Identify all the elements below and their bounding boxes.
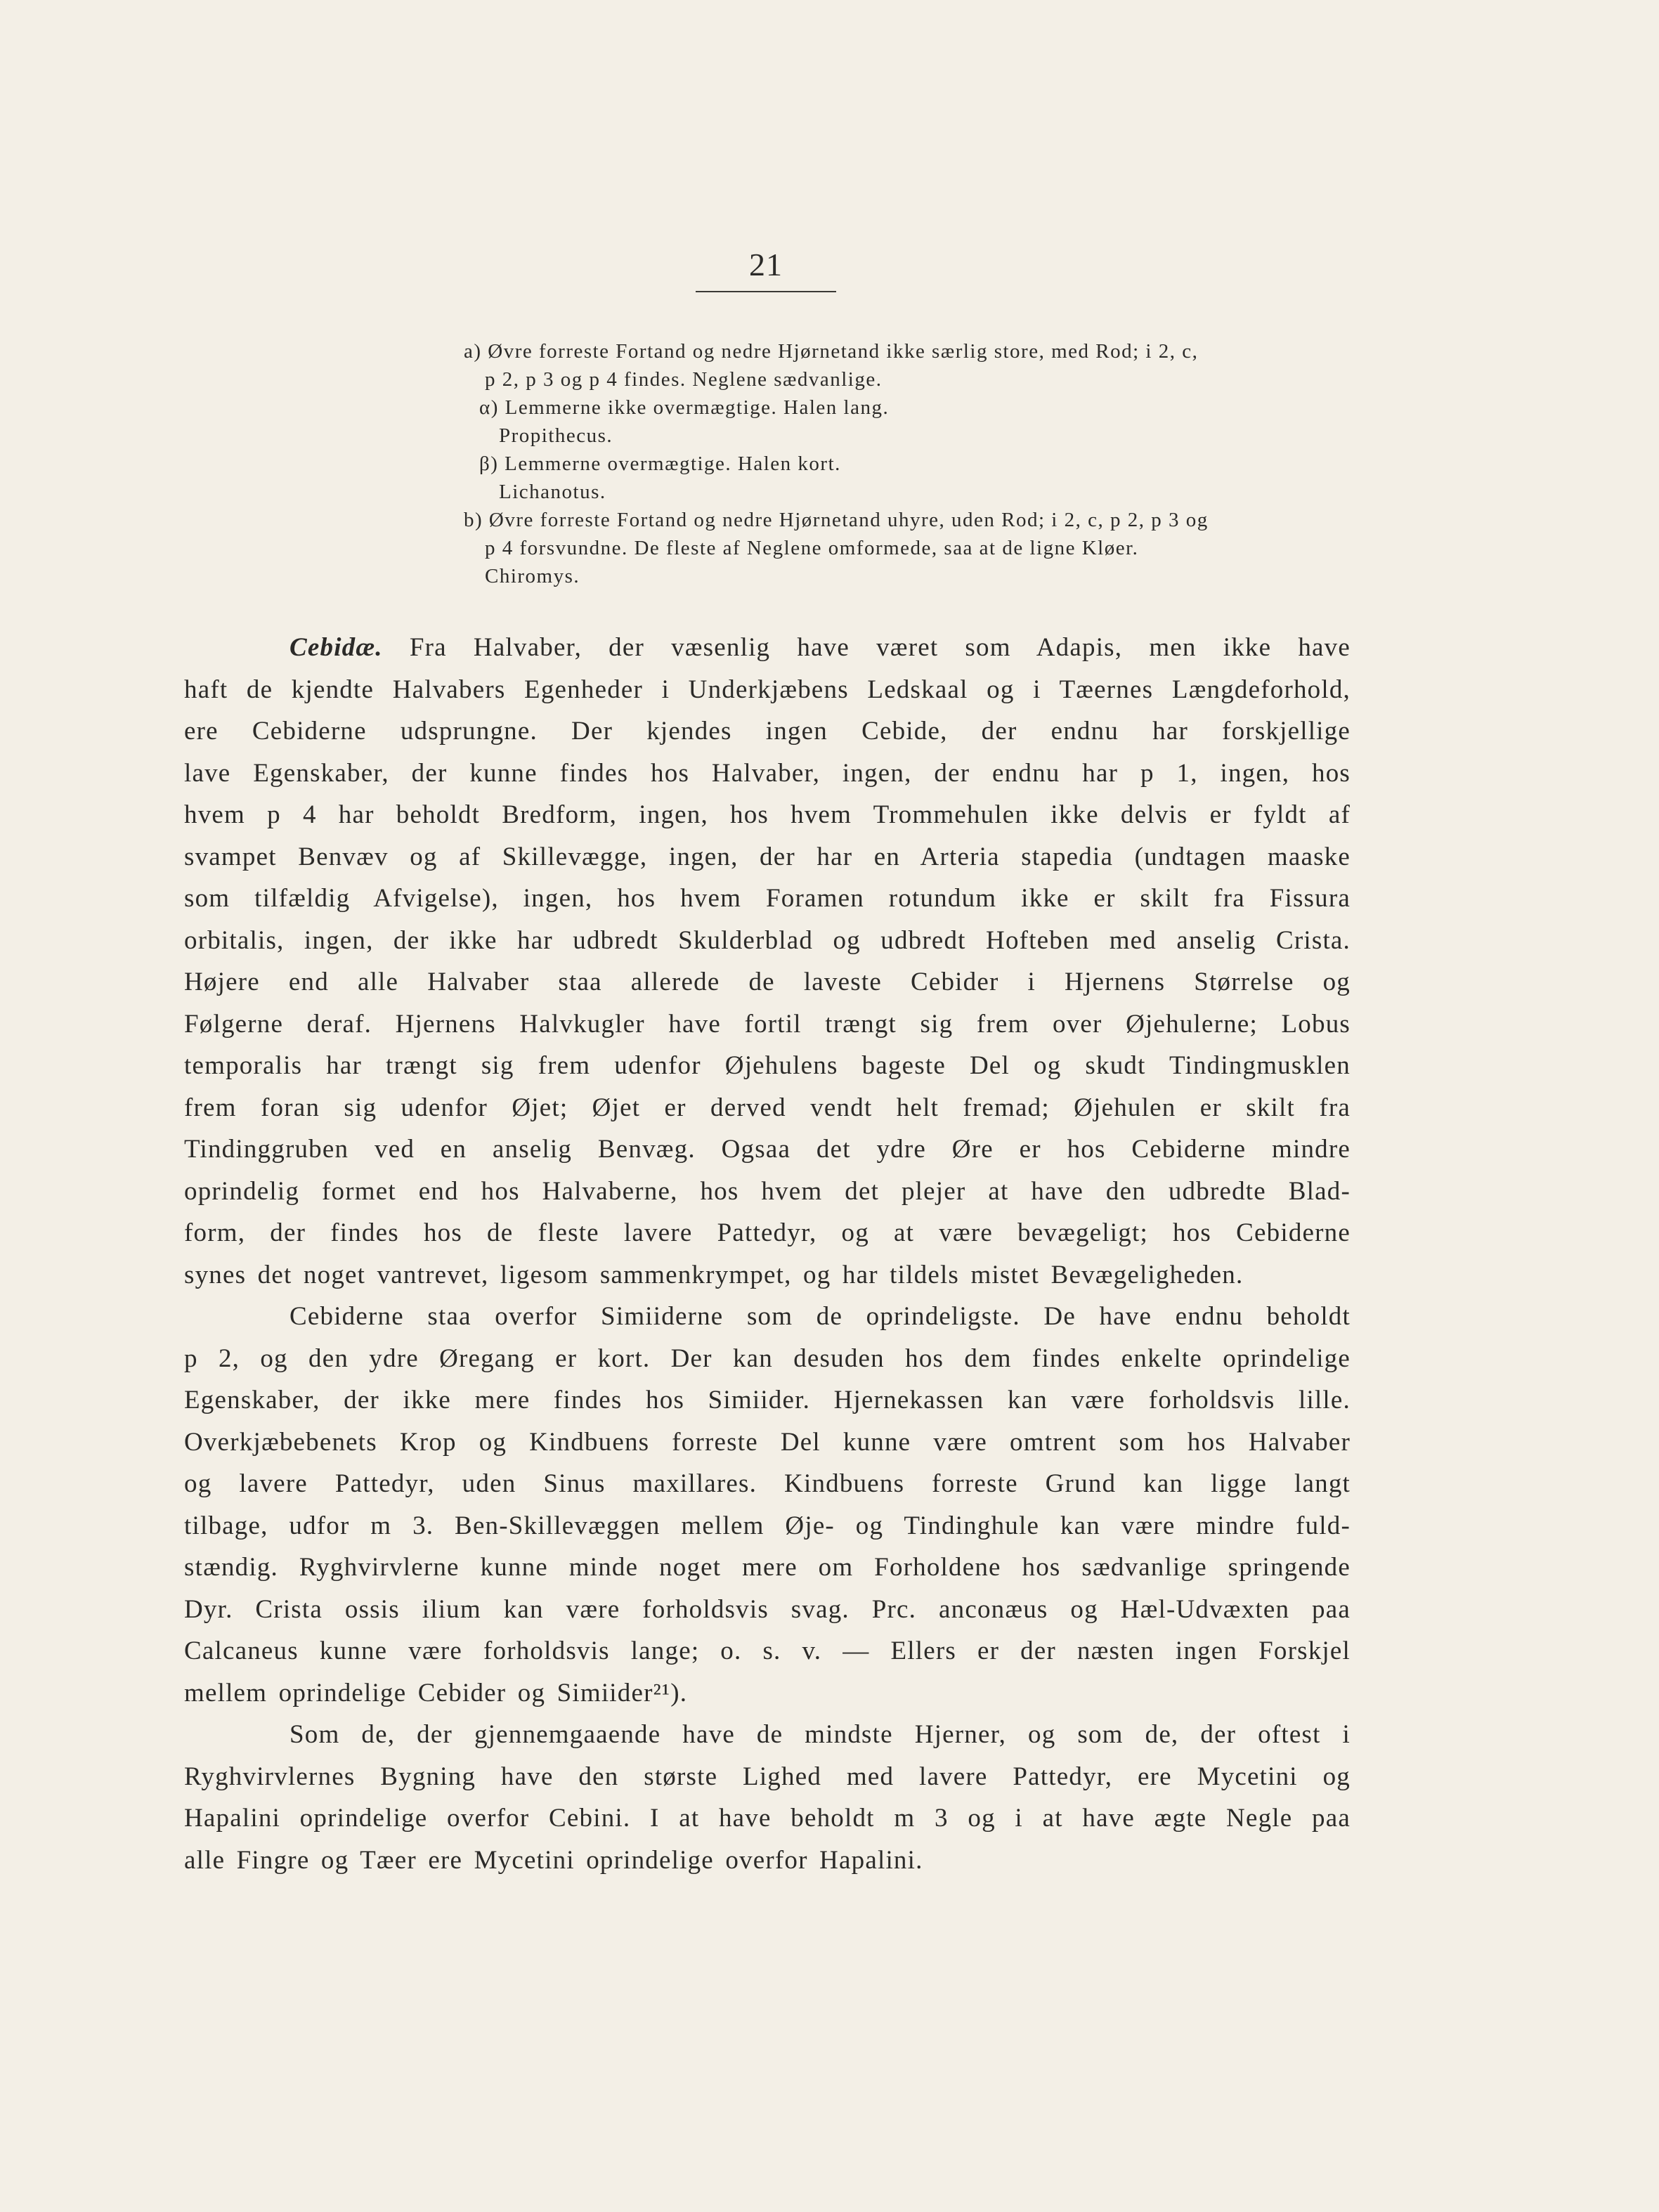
page-number: 21 — [749, 247, 783, 282]
text-line: p 2, og den ydre Øregang er kort. Der kan desuden hos dem findes enkelte oprindelige — [184, 1344, 1351, 1373]
text-line: hvem p 4 har beholdt Bredform, ingen, hos hvem Trommehulen ikke delvis er fyldt af — [184, 800, 1351, 829]
key-line: β) Lemmerne overmægtige. Halen kort. — [479, 453, 841, 475]
paragraph-som-de — [184, 1714, 1351, 1881]
text-line: Overkjæbebenets Krop og Kindbuens forreste Del kunne være omtrent som hos Halvaber — [184, 1427, 1351, 1457]
paragraph-cebiderne — [184, 1296, 1351, 1714]
paragraph-cebidae — [184, 627, 1351, 1296]
text-line: Dyr. Crista ossis ilium kan være forholdsvis svag. Prc. anconæus og Hæl-Udvæxten paa — [184, 1594, 1351, 1624]
text-line: ere Cebiderne udsprungne. Der kjendes ingen Cebide, der endnu har forskjellige — [184, 717, 1351, 746]
text-line: stændig. Ryghvirvlerne kunne minde noget mere om Forholdene hos sædvanlige springende — [184, 1553, 1351, 1582]
text-line: Cebiderne staa overfor Simiiderne som de oprindeligste. De have endnu beholdt — [289, 1302, 1351, 1331]
text-line: Højere end alle Halvaber staa allerede de laveste Cebider i Hjernens Størrelse og — [184, 968, 1351, 996]
text-line: Tindinggruben ved en anselig Benvæg. Ogsaa det ydre Øre er hos Cebiderne mindre — [184, 1135, 1351, 1164]
text-line: Følgerne deraf. Hjernens Halvkugler have fortil trængt sig frem over Øjehulerne; Lobus — [184, 1009, 1351, 1039]
text-line: Calcaneus kunne være forholdsvis lange; o. s. v. — Ellers er der næsten ingen Forskjel — [184, 1637, 1351, 1665]
key-line: α) Lemmerne ikke overmægtige. Halen lang. — [479, 396, 890, 419]
key-line: b) Øvre forreste Fortand og nedre Hjørnetand uhyre, uden Rod; i 2, c, p 2, p 3 og — [464, 509, 1209, 531]
text-line: synes det noget vantrevet, ligesom sammenkrympet, og har tildels mistet Bevægeligheden. — [184, 1260, 1244, 1289]
text-line: Ryghvirvlernes Bygning have den største Lighed med lavere Pattedyr, ere Mycetini og — [184, 1762, 1351, 1791]
text-line: og lavere Pattedyr, uden Sinus maxillares. Kindbuens forreste Grund kan ligge langt — [184, 1469, 1351, 1498]
key-line: p 2, p 3 og p 4 findes. Neglene sædvanlige. — [485, 368, 883, 391]
key-line: p 4 forsvundne. De fleste af Neglene omformede, saa at de ligne Kløer. — [485, 537, 1139, 559]
text-line: orbitalis, ingen, der ikke har udbredt Skulderblad og udbredt Hofteben med anselig Crista. — [184, 925, 1351, 955]
text-line: lave Egenskaber, der kunne findes hos Halvaber, ingen, der endnu har p 1, ingen, hos — [184, 758, 1351, 788]
text-line: form, der findes hos de fleste lavere Pattedyr, og at være bevægeligt; hos Cebiderne — [184, 1218, 1351, 1247]
classification-key — [464, 337, 1356, 590]
text-line: som tilfældig Afvigelse), ingen, hos hvem Foramen rotundum ikke er skilt fra Fissura — [184, 884, 1351, 913]
text-line: Som de, der gjennemgaaende have de mindste Hjerner, og som de, der oftest i — [289, 1720, 1351, 1749]
key-line: Lichanotus. — [499, 481, 606, 503]
key-line: a) Øvre forreste Fortand og nedre Hjørnetand ikke særlig store, med Rod; i 2, c, — [464, 340, 1199, 363]
section-heading: Cebidæ. — [289, 633, 383, 662]
text-line: haft de kjendte Halvabers Egenheder i Underkjæbens Ledskaal og i Tæernes Længdeforhold, — [184, 675, 1351, 704]
text-line: frem foran sig udenfor Øjet; Øjet er derved vendt helt fremad; Øjehulen er skilt fra — [184, 1093, 1351, 1122]
key-line: Propithecus. — [499, 424, 613, 447]
text-line: temporalis har trængt sig frem udenfor Øjehulens bageste Del og skudt Tindingmusklen — [184, 1051, 1351, 1080]
text-line: tilbage, udfor m 3. Ben-Skillevæggen mellem Øje- og Tindinghule kan være mindre fuld- — [184, 1511, 1351, 1540]
key-line: Chiromys. — [485, 565, 580, 587]
text-line: oprindelig formet end hos Halvaberne, hos hvem det plejer at have den udbredte Blad- — [184, 1176, 1351, 1206]
text-line: mellem oprindelige Cebider og Simiider²¹). — [184, 1678, 688, 1707]
text-line: alle Fingre og Tæer ere Mycetini oprindelige overfor Hapalini. — [184, 1845, 923, 1875]
text-line: Hapalini oprindelige overfor Cebini. I at have beholdt m 3 og i at have ægte Negle paa — [184, 1804, 1351, 1833]
text-line: svampet Benvæv og af Skillevægge, ingen, der har en Arteria stapedia (undtagen maaske — [184, 842, 1351, 871]
body-text — [184, 627, 1351, 1881]
text-line: Egenskaber, der ikke mere findes hos Simiider. Hjernekassen kan være forholdsvis lille. — [184, 1386, 1351, 1414]
text-line: Cebidæ. Fra Halvaber, der væsenlig have været som Adapis, men ikke have — [289, 633, 1351, 662]
page-number-rule — [696, 291, 836, 292]
